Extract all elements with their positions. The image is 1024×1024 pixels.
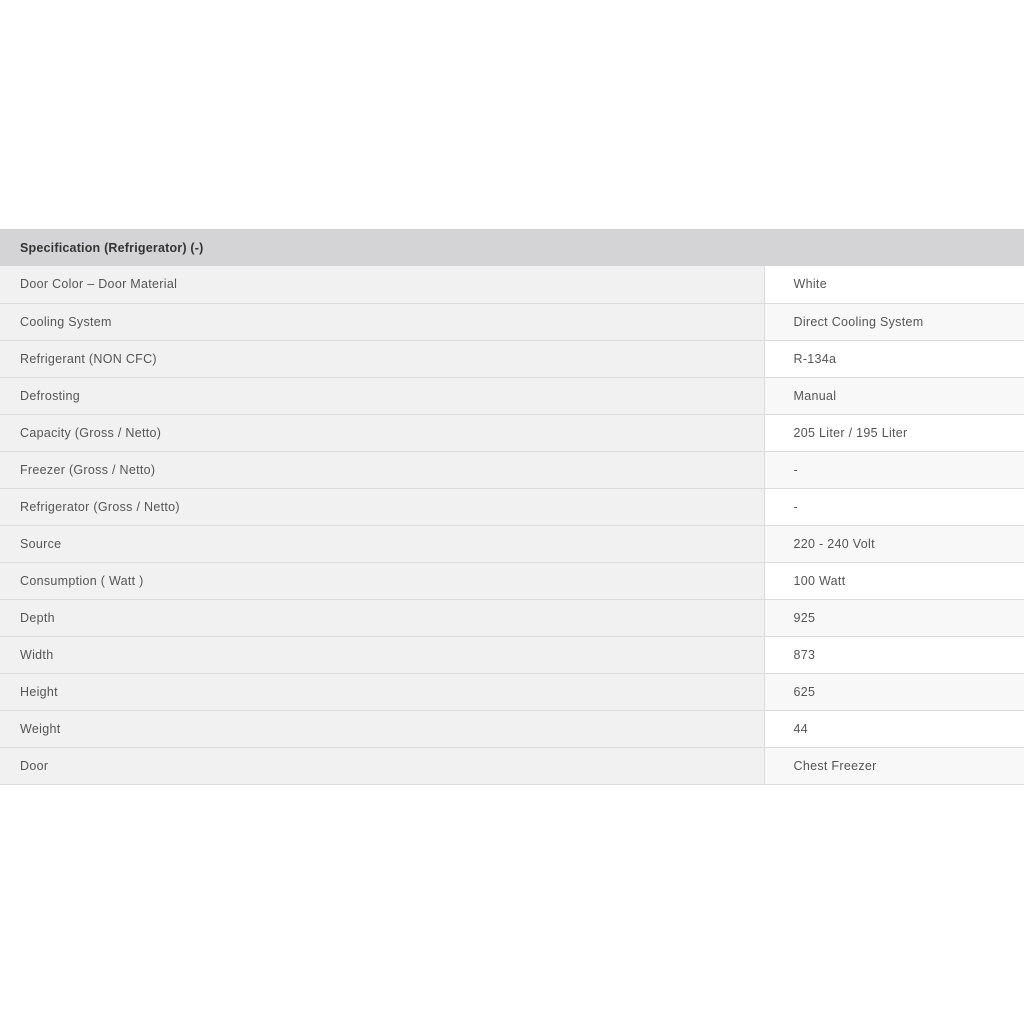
table-row bbox=[0, 673, 1024, 710]
row-value: 873 bbox=[764, 636, 1024, 673]
row-value: Direct Cooling System bbox=[764, 303, 1024, 340]
table-row bbox=[0, 710, 1024, 747]
table-row bbox=[0, 451, 1024, 488]
table-row bbox=[0, 340, 1024, 377]
table-row bbox=[0, 636, 1024, 673]
table-row bbox=[0, 562, 1024, 599]
row-label: Defrosting bbox=[0, 377, 764, 414]
row-value: Manual bbox=[764, 377, 1024, 414]
row-value: 44 bbox=[764, 710, 1024, 747]
row-label: Height bbox=[0, 673, 764, 710]
table-row bbox=[0, 377, 1024, 414]
table-row bbox=[0, 414, 1024, 451]
row-value: Chest Freezer bbox=[764, 747, 1024, 784]
row-value: 220 - 240 Volt bbox=[764, 525, 1024, 562]
row-label: Refrigerator (Gross / Netto) bbox=[0, 488, 764, 525]
specification-header-row bbox=[0, 229, 1024, 266]
row-value: 925 bbox=[764, 599, 1024, 636]
row-label: Door Color – Door Material bbox=[0, 266, 764, 303]
row-value: - bbox=[764, 488, 1024, 525]
row-value: - bbox=[764, 451, 1024, 488]
row-label: Cooling System bbox=[0, 303, 764, 340]
table-row bbox=[0, 303, 1024, 340]
table-row bbox=[0, 747, 1024, 784]
row-label: Source bbox=[0, 525, 764, 562]
row-value: 100 Watt bbox=[764, 562, 1024, 599]
row-label: Depth bbox=[0, 599, 764, 636]
row-label: Capacity (Gross / Netto) bbox=[0, 414, 764, 451]
table-row bbox=[0, 525, 1024, 562]
specification-table bbox=[0, 229, 1024, 785]
row-value: 205 Liter / 195 Liter bbox=[764, 414, 1024, 451]
row-value: R-134a bbox=[764, 340, 1024, 377]
table-row bbox=[0, 488, 1024, 525]
row-value: White bbox=[764, 266, 1024, 303]
table-row bbox=[0, 599, 1024, 636]
row-label: Refrigerant (NON CFC) bbox=[0, 340, 764, 377]
row-label: Freezer (Gross / Netto) bbox=[0, 451, 764, 488]
row-label: Door bbox=[0, 747, 764, 784]
row-label: Consumption ( Watt ) bbox=[0, 562, 764, 599]
row-label: Weight bbox=[0, 710, 764, 747]
row-value: 625 bbox=[764, 673, 1024, 710]
specification-title: Specification (Refrigerator) (-) bbox=[0, 229, 1024, 266]
row-label: Width bbox=[0, 636, 764, 673]
table-row bbox=[0, 266, 1024, 303]
